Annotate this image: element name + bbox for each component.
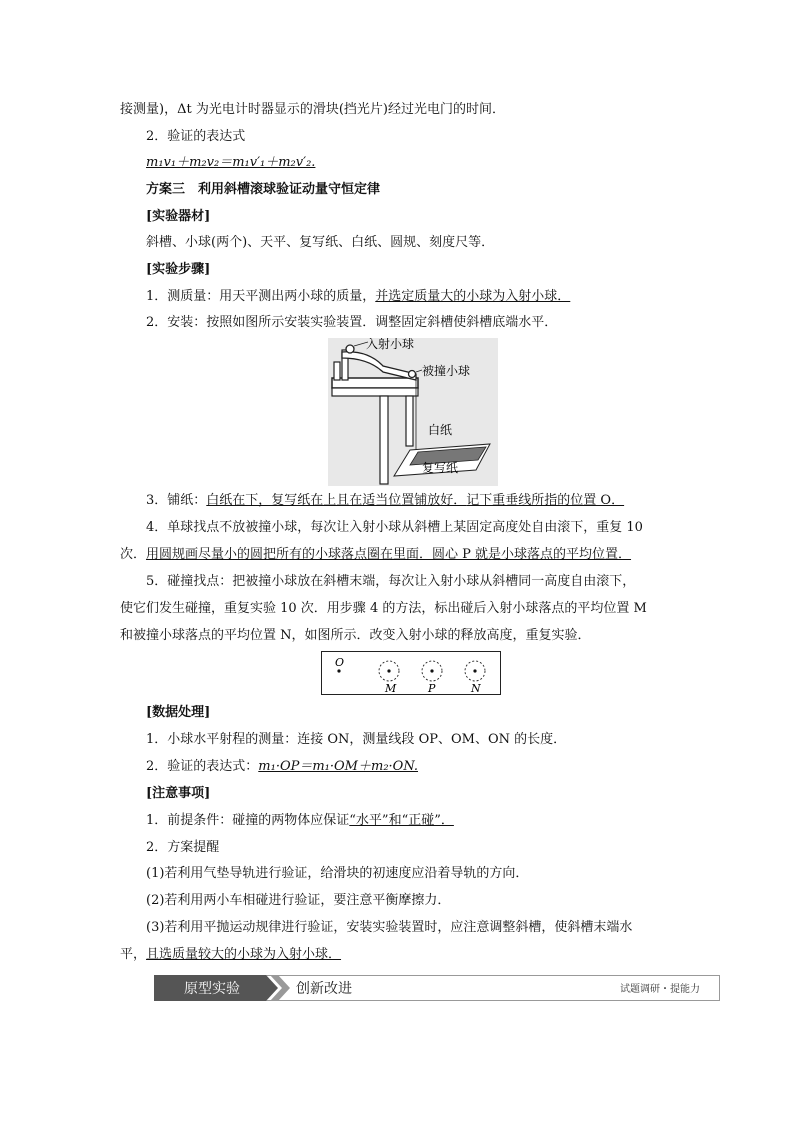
text-span: 次． [120,547,147,562]
text-line: 和被撞小球落点的平均位置 N，如图所示．改变入射小球的释放高度，重复实验． [120,628,591,643]
text-line: 斜槽、小球(两个)、天平、复写纸、白纸、圆规、刻度尺等． [146,235,495,250]
text-span: 1．前提条件：碰撞的两物体应保证 [146,813,350,828]
text-span: 3．铺纸： [146,493,207,508]
underlined-text: 记下重垂线所指的位置 O． [466,493,625,508]
underlined-text: 并选定质量大的小球为入射小球． [375,289,571,304]
formula: m₁·OP＝m₁·OM＋m₂·ON. [258,759,419,774]
point-label-P: P [428,682,436,695]
banner-left-label: 原型实验 [184,981,240,997]
text-line: 2．方案提醒 [146,840,220,855]
apparatus-figure [328,338,498,486]
label-white-paper: 白纸 [428,423,453,437]
banner-right-label: 试题调研・提能力 [620,984,700,995]
point-label-M: M [385,682,397,695]
text-line: (2)若利用两小车相碰进行验证，要注意平衡摩擦力． [146,893,451,908]
text-line: 1．小球水平射程的测量：连接 ON，测量线段 OP、OM、ON 的长度． [146,732,567,747]
text-line [120,946,341,964]
label-incident-ball: 入射小球 [366,338,415,351]
text-line: 使它们发生碰撞，重复实验 10 次．用步骤 4 的方法，标出碰后入射小球落点的平均位置 M [120,601,647,616]
text-line: 2．验证的表达式 [146,129,246,144]
banner-mid-label: 创新改进 [296,981,352,997]
text-span: 2．验证的表达式： [146,759,259,774]
text-line [146,288,570,306]
section-heading: 方案三 利用斜槽滚球验证动量守恒定律 [146,182,381,197]
point-label-O: O [335,656,345,669]
section-label: [数据处理] [146,705,211,720]
underlined-text: 且选质量较大的小球为入射小球． [146,947,342,962]
formula: m₁v₁＋m₂v₂＝m₁v′₁＋m₂v′₂. [146,155,316,170]
underlined-text: “水平”和“正碰”． [349,813,454,828]
text-span: 平， [120,947,147,962]
incident-ball [346,345,354,353]
point-label-N: N [471,682,481,695]
text-line: 2．安装：按照如图所示安装实验装置．调整固定斜槽使斜槽底端水平． [146,315,558,330]
text-line [146,758,418,776]
label-carbon-paper: 复写纸 [422,461,459,475]
target-ball [409,371,416,378]
text-span: 1．测质量：用天平测出两小球的质量， [146,289,376,304]
section-label: [实验步骤] [146,262,211,277]
text-line [146,492,624,510]
underlined-text: 白纸在下，复写纸在上且在适当位置铺放好． [206,493,467,508]
text-line: (3)若利用平抛运动规律进行验证，安装实验装置时，应注意调整斜槽，使斜槽末端水 [146,920,633,935]
section-label: [实验器材] [146,209,211,224]
text-line [146,812,454,830]
text-line [120,546,631,564]
section-banner [154,975,720,1001]
landing-points-figure [321,651,501,695]
text-line: 5．碰撞找点：把被撞小球放在斜槽末端，每次让入射小球从斜槽同一高度自由滚下， [146,574,636,589]
text-line: (1)若利用气垫导轨进行验证，给滑块的初速度应沿着导轨的方向． [146,866,529,881]
text-line: 4．单球找点不放被撞小球，每次让入射小球从斜槽上某固定高度处自由滚下，重复 10 [146,520,643,535]
underlined-text: 用圆规画尽量小的圆把所有的小球落点圈在里面．圆心 P 就是小球落点的平均位置． [146,547,632,562]
section-label: [注意事项] [146,786,211,801]
label-target-ball: 被撞小球 [422,364,471,378]
text-line: 接测量)，Δt 为光电计时器显示的滑块(挡光片)经过光电门的时间． [120,102,505,117]
